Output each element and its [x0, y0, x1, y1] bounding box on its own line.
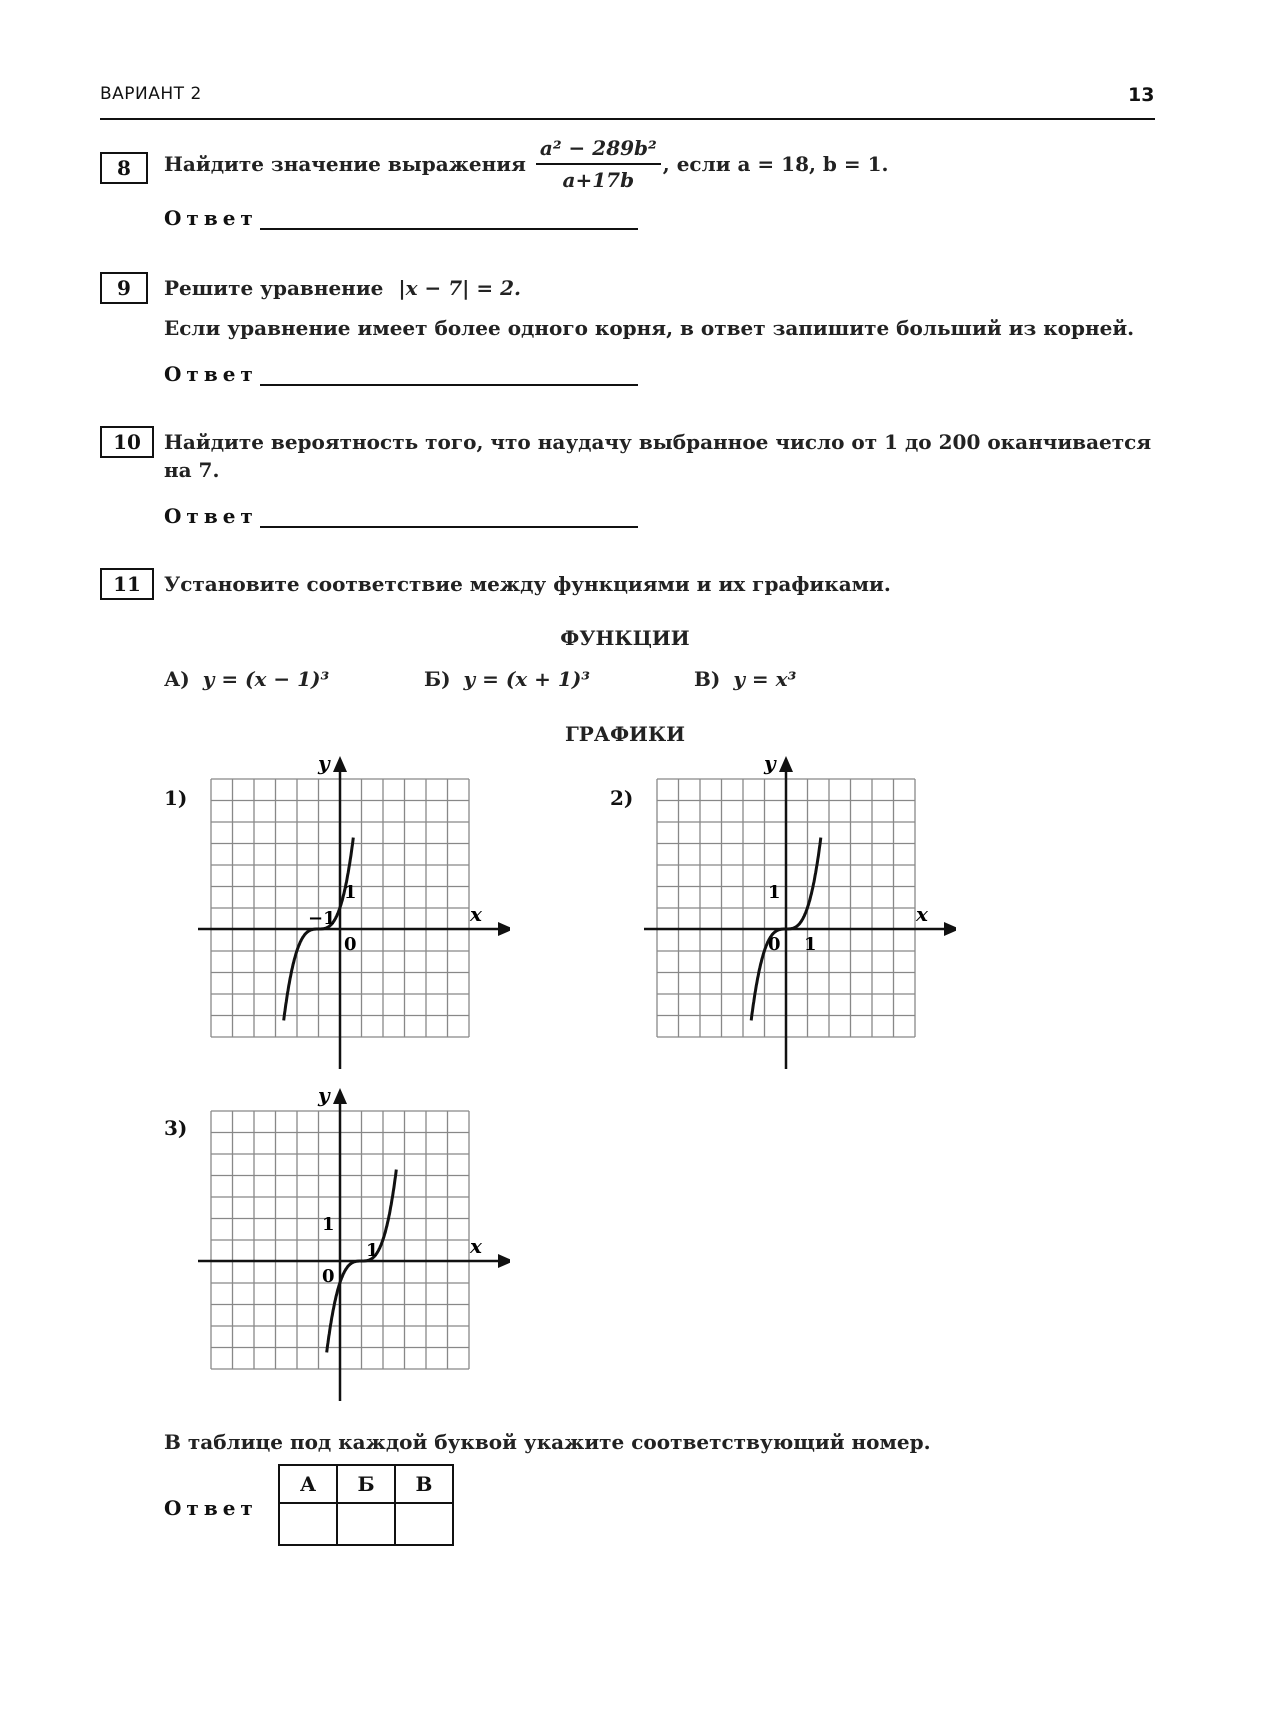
function-v-label: В) — [694, 667, 721, 691]
graph-3-y-tick-1: 1 — [322, 1214, 335, 1235]
task-8-denominator: a+17b — [562, 168, 635, 192]
answer-header-a: А — [279, 1465, 337, 1503]
task-10-number: 10 — [100, 426, 154, 458]
page-number: 13 — [1128, 84, 1155, 106]
answer-cell-v[interactable] — [395, 1503, 453, 1545]
function-a-formula: y = (x − 1)³ — [202, 667, 330, 691]
graph-3-x-label: x — [470, 1234, 482, 1258]
function-a — [164, 667, 329, 691]
task-11-text: Установите соответствие между функциями и их графиками. — [164, 572, 891, 596]
graph-3-origin: 0 — [322, 1266, 335, 1287]
task-9-answer-label: Ответ — [164, 362, 258, 386]
header-divider — [100, 118, 1155, 120]
functions-title: ФУНКЦИИ — [560, 626, 690, 650]
graph-1-y-label: y — [318, 752, 330, 775]
answer-header-b: Б — [337, 1465, 395, 1503]
task-8-text — [164, 136, 888, 192]
answer-table-input-row — [279, 1503, 453, 1545]
graph-2-x-label: x — [916, 902, 928, 926]
task-8-answer-label: Ответ — [164, 206, 258, 230]
answer-table-header-row — [279, 1465, 453, 1503]
graph-1-x-tick-minus-1: −1 — [308, 908, 336, 929]
graph-2-y-arrow — [779, 756, 793, 772]
graph-1-y-arrow — [333, 756, 347, 772]
task-9-line1 — [164, 276, 521, 300]
graph-3-label: 3) — [164, 1116, 188, 1140]
task-10-line1: Найдите вероятность того, что наудачу выбранное число от 1 до 200 оканчивается — [164, 430, 1152, 454]
task-8-prefix: Найдите значение выражения — [164, 152, 526, 176]
graph-3-x-arrow — [498, 1254, 510, 1268]
function-v-formula: y = x³ — [733, 667, 797, 691]
graph-2 — [626, 752, 956, 1082]
function-b — [424, 667, 590, 691]
graph-1 — [180, 752, 510, 1082]
task-9-answer-line[interactable] — [260, 384, 638, 386]
function-b-formula: y = (x + 1)³ — [463, 667, 591, 691]
graph-2-y-label: y — [764, 752, 776, 775]
task-8-number: 8 — [100, 152, 148, 184]
graph-2-origin: 0 — [768, 934, 781, 955]
graph-3 — [180, 1084, 510, 1414]
graphs-title: ГРАФИКИ — [564, 722, 686, 746]
function-a-label: А) — [164, 667, 190, 691]
graph-2-x-tick-1: 1 — [804, 934, 817, 955]
variant-label: ВАРИАНТ 2 — [100, 84, 202, 104]
task-10-line2: на 7. — [164, 458, 220, 482]
graph-1-origin: 0 — [344, 934, 357, 955]
graph-1-x-arrow — [498, 922, 510, 936]
task-9-equation: |x − 7| = 2. — [398, 276, 521, 300]
graph-1-y-tick-1: 1 — [344, 882, 357, 903]
task-10-answer-label: Ответ — [164, 504, 258, 528]
graph-3-x-tick-1: 1 — [366, 1240, 379, 1261]
answer-cell-a[interactable] — [279, 1503, 337, 1545]
graph-1-x-label: x — [470, 902, 482, 926]
graph-2-x-arrow — [944, 922, 956, 936]
task-8-fraction — [536, 136, 661, 192]
function-b-label: Б) — [424, 667, 451, 691]
answer-cell-b[interactable] — [337, 1503, 395, 1545]
graph-2-y-tick-1: 1 — [768, 882, 781, 903]
task-8-numerator: a² − 289b² — [536, 136, 661, 165]
task-11-number: 11 — [100, 568, 154, 600]
task-10-answer-line[interactable] — [260, 526, 638, 528]
graph-3-y-arrow — [333, 1088, 347, 1104]
task-11-answer-label: Ответ — [164, 1496, 258, 1520]
task-9-line2: Если уравнение имеет более одного корня, в ответ запишите больший из корней. — [164, 316, 1135, 340]
task-11-instruction: В таблице под каждой буквой укажите соответствующий номер. — [164, 1430, 931, 1454]
answer-table — [278, 1464, 454, 1546]
graph-3-y-label: y — [318, 1084, 330, 1107]
graph-1-label: 1) — [164, 786, 188, 810]
answer-header-v: В — [395, 1465, 453, 1503]
task-9-number: 9 — [100, 272, 148, 304]
graph-2-label: 2) — [610, 786, 634, 810]
function-v — [694, 667, 796, 691]
task-9-prefix: Решите уравнение — [164, 276, 384, 300]
task-8-answer-line[interactable] — [260, 228, 638, 230]
task-8-suffix: , если a = 18, b = 1. — [662, 152, 889, 176]
